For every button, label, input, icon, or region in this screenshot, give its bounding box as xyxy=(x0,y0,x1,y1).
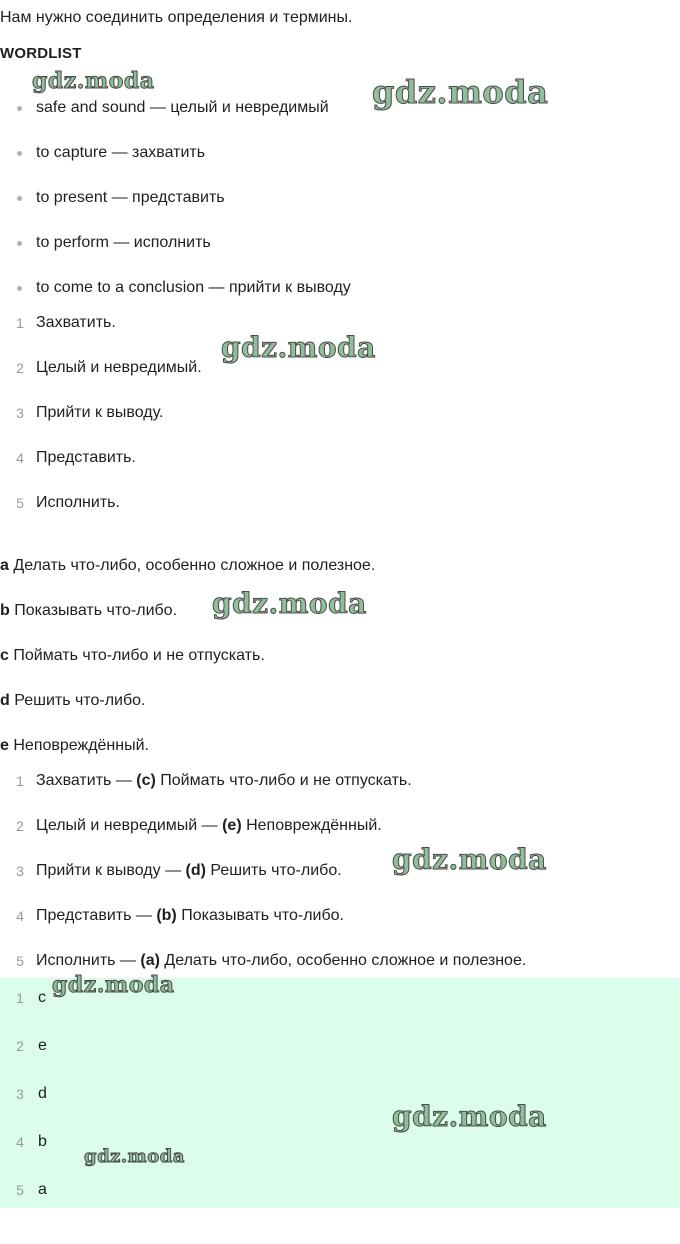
watermark: gdz.moda xyxy=(52,972,175,998)
definition-item: d Решить что-либо. xyxy=(0,692,146,709)
definition-item: b Показывать что-либо. xyxy=(0,602,178,619)
definition-item: a Делать что-либо, особенно сложное и полезное. xyxy=(0,557,376,574)
bullet-icon xyxy=(17,241,22,246)
watermark: gdz.moda xyxy=(392,1100,547,1133)
watermark: gdz.moda xyxy=(32,68,155,94)
bullet-icon xyxy=(17,106,22,111)
watermark: gdz.moda xyxy=(84,1146,185,1167)
intro-text: Нам нужно соединить определения и термины. xyxy=(0,9,353,26)
watermark: gdz.moda xyxy=(372,73,549,111)
watermark: gdz.moda xyxy=(221,331,376,364)
definition-item: c Поймать что-либо и не отпускать. xyxy=(0,647,265,664)
bullet-icon xyxy=(17,196,22,201)
watermark: gdz.moda xyxy=(392,843,547,876)
bullet-icon xyxy=(17,151,22,156)
watermark: gdz.moda xyxy=(212,587,367,620)
wordlist-heading: WORDLIST xyxy=(0,45,82,62)
definition-item: e Неповреждённый. xyxy=(0,737,149,754)
answer-box: 1 c 2 e 3 d 4 b 5 a xyxy=(0,978,680,1208)
bullet-icon xyxy=(17,286,22,291)
